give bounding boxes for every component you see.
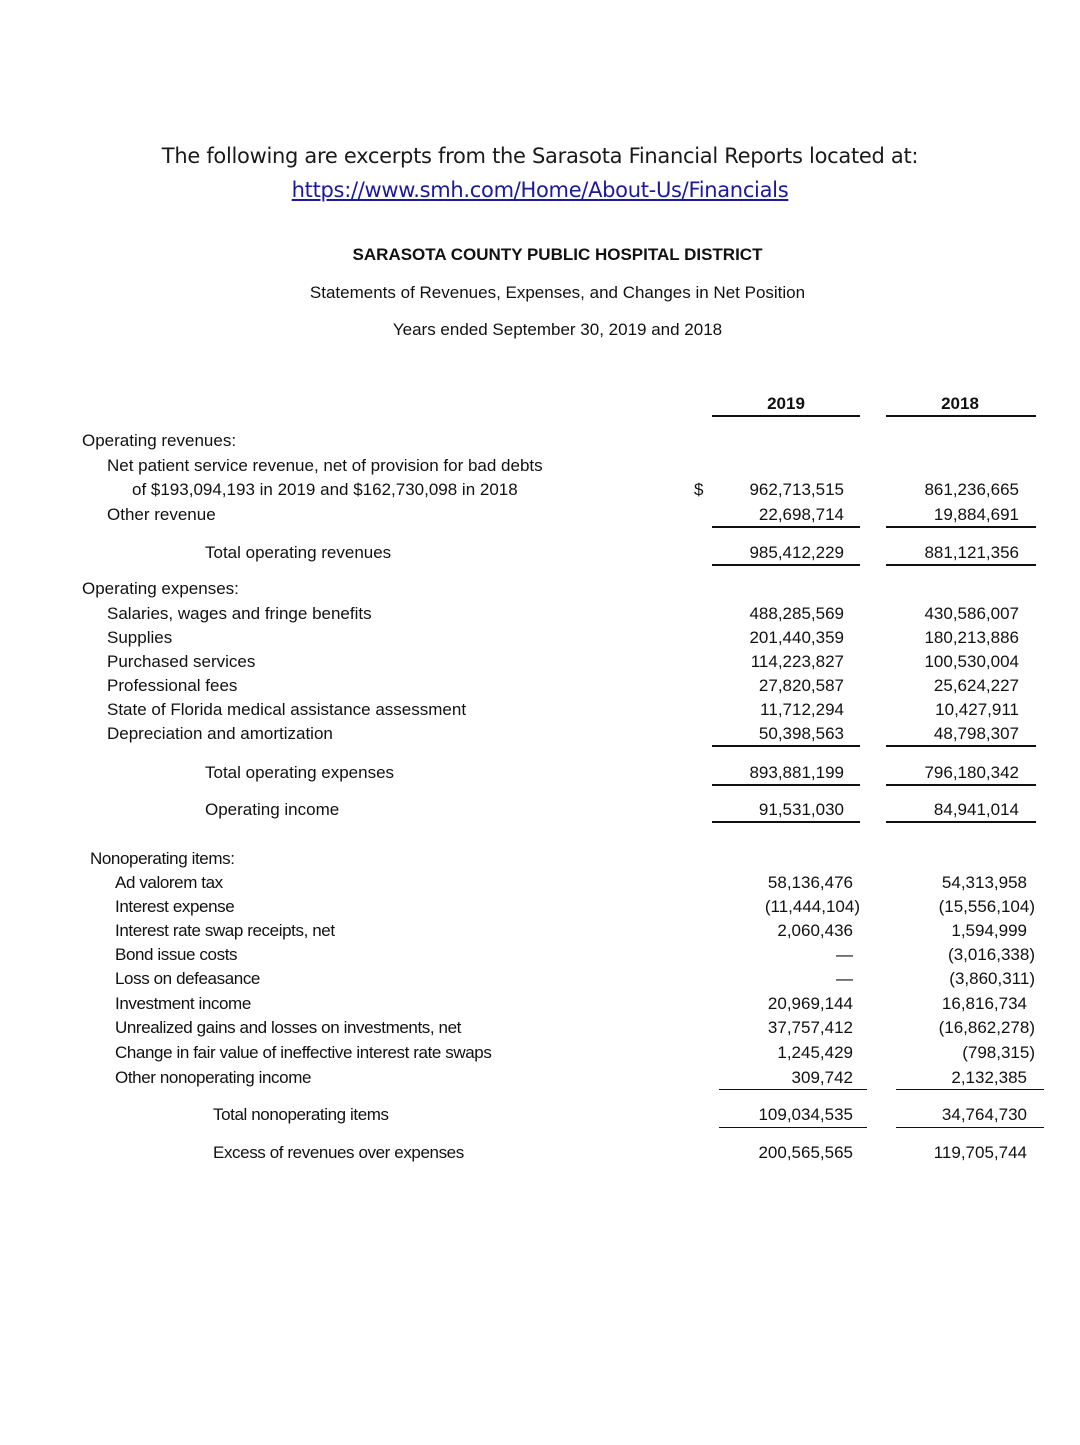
nonoperating-value-2019: 20,969,144 (767, 994, 853, 1013)
nonoperating-label: Interest expense (115, 897, 235, 916)
nonoperating-label: Change in fair value of ineffective interest rate swaps (115, 1043, 492, 1062)
nonoperating-value-2019: 2,060,436 (777, 921, 853, 940)
net-patient-2019: 962,713,515 (749, 480, 844, 499)
nonoperating-value-2019: (11,444,104) (764, 897, 860, 916)
column-header-2018: 2018 (941, 394, 979, 413)
operating-income-2019: 91,531,030 (758, 800, 844, 819)
total-rule (886, 564, 1036, 566)
nonoperating-value-2018: (15,556,104) (938, 897, 1035, 916)
column-header-rule-2019 (712, 415, 860, 417)
nonoperating-label: Loss on defeasance (115, 969, 260, 988)
excess-2018: 119,705,744 (933, 1143, 1027, 1162)
column-header-rule-2018 (886, 415, 1036, 417)
subtotal-rule (886, 745, 1036, 747)
total-nonoperating-label: Total nonoperating items (213, 1105, 389, 1124)
statement-title: Statements of Revenues, Expenses, and Changes in Net Position (309, 283, 806, 302)
total-operating-expenses-2018: 796,180,342 (924, 763, 1019, 782)
nonoperating-value-2018: 2,132,385 (951, 1068, 1027, 1087)
total-operating-revenues-label: Total operating revenues (205, 543, 392, 562)
currency-symbol: $ (694, 480, 704, 499)
subtotal-rule (712, 526, 860, 528)
subtotal-rule (719, 1127, 867, 1128)
section-heading-operating-expenses: Operating expenses: (82, 579, 239, 598)
net-patient-2018: 861,236,665 (924, 480, 1019, 499)
financials-link-wrapper (0, 178, 1080, 202)
total-nonoperating-2018: 34,764,730 (941, 1105, 1027, 1124)
nonoperating-value-2019: 58,136,476 (767, 873, 853, 892)
nonoperating-label: Interest rate swap receipts, net (115, 921, 335, 940)
nonoperating-value-2018: (16,862,278) (938, 1018, 1035, 1037)
expense-label: Purchased services (107, 652, 256, 671)
expense-label: Depreciation and amortization (107, 724, 333, 743)
nonoperating-label: Other nonoperating income (115, 1068, 312, 1087)
expense-value-2018: 48,798,307 (933, 724, 1019, 743)
subtotal-rule (712, 745, 860, 747)
other-revenue-2019: 22,698,714 (758, 505, 844, 524)
total-rule (712, 821, 860, 823)
expense-value-2018: 430,586,007 (924, 604, 1019, 623)
expense-value-2019: 114,223,827 (750, 652, 844, 671)
excess-2019: 200,565,565 (758, 1143, 853, 1162)
operating-income-2018: 84,941,014 (933, 800, 1019, 819)
expense-label: State of Florida medical assistance assessment (107, 700, 467, 719)
nonoperating-value-2019: 309,742 (791, 1068, 853, 1087)
expense-value-2018: 100,530,004 (924, 652, 1019, 671)
expense-value-2019: 11,712,294 (760, 700, 844, 719)
expense-value-2019: 27,820,587 (758, 676, 844, 695)
total-operating-expenses-2019: 893,881,199 (749, 763, 844, 782)
subtotal-rule (886, 526, 1036, 528)
operating-income-label: Operating income (205, 800, 340, 819)
nonoperating-value-2018: 16,816,734 (941, 994, 1027, 1013)
expense-value-2019: 50,398,563 (758, 724, 844, 743)
nonoperating-value-2019: 37,757,412 (767, 1018, 853, 1037)
total-nonoperating-2019: 109,034,535 (758, 1105, 853, 1124)
subtotal-rule (719, 1089, 867, 1090)
financials-link[interactable]: https://www.smh.com/Home/About-Us/Financials (291, 178, 789, 202)
nonoperating-value-2018: 1,594,999 (951, 921, 1027, 940)
net-patient-label-line1: Net patient service revenue, net of provision for bad debts (107, 456, 543, 475)
total-operating-revenues-2018: 881,121,356 (924, 543, 1019, 562)
organization-name: SARASOTA COUNTY PUBLIC HOSPITAL DISTRICT (352, 245, 763, 264)
nonoperating-value-2019: — (836, 969, 853, 988)
section-heading-operating-revenues: Operating revenues: (82, 431, 237, 450)
expense-label: Professional fees (107, 676, 238, 695)
nonoperating-label: Ad valorem tax (115, 873, 223, 892)
intro-text: The following are excerpts from the Sarasota Financial Reports located at: (161, 144, 919, 168)
expense-value-2018: 25,624,227 (933, 676, 1019, 695)
subtotal-rule (896, 1127, 1044, 1128)
nonoperating-value-2018: (798,315) (962, 1043, 1035, 1062)
column-header-2019: 2019 (767, 394, 805, 413)
section-heading-nonoperating: Nonoperating items: (90, 849, 235, 868)
total-operating-revenues-2019: 985,412,229 (749, 543, 844, 562)
other-revenue-label: Other revenue (107, 505, 216, 524)
subtotal-rule (886, 784, 1036, 786)
excess-label: Excess of revenues over expenses (213, 1143, 464, 1162)
nonoperating-value-2018: (3,016,338) (948, 945, 1035, 964)
expense-label: Supplies (107, 628, 173, 647)
nonoperating-value-2018: 54,313,958 (941, 873, 1027, 892)
expense-value-2019: 488,285,569 (749, 604, 844, 623)
subtotal-rule (896, 1089, 1044, 1090)
expense-label: Salaries, wages and fringe benefits (107, 604, 372, 623)
total-operating-expenses-label: Total operating expenses (205, 763, 395, 782)
subtotal-rule (712, 784, 860, 786)
expense-value-2019: 201,440,359 (749, 628, 844, 647)
net-patient-label-line2: of $193,094,193 in 2019 and $162,730,098 in 2018 (132, 480, 518, 499)
statement-period: Years ended September 30, 2019 and 2018 (392, 320, 723, 339)
expense-value-2018: 180,213,886 (924, 628, 1019, 647)
nonoperating-value-2019: 1,245,429 (777, 1043, 853, 1062)
nonoperating-label: Unrealized gains and losses on investments, net (115, 1018, 461, 1037)
total-rule (712, 564, 860, 566)
nonoperating-value-2018: (3,860,311) (949, 969, 1035, 988)
nonoperating-value-2019: — (836, 945, 853, 964)
nonoperating-label: Investment income (115, 994, 251, 1013)
other-revenue-2018: 19,884,691 (933, 505, 1019, 524)
expense-value-2018: 10,427,911 (935, 700, 1019, 719)
nonoperating-label: Bond issue costs (115, 945, 238, 964)
total-rule (886, 821, 1036, 823)
